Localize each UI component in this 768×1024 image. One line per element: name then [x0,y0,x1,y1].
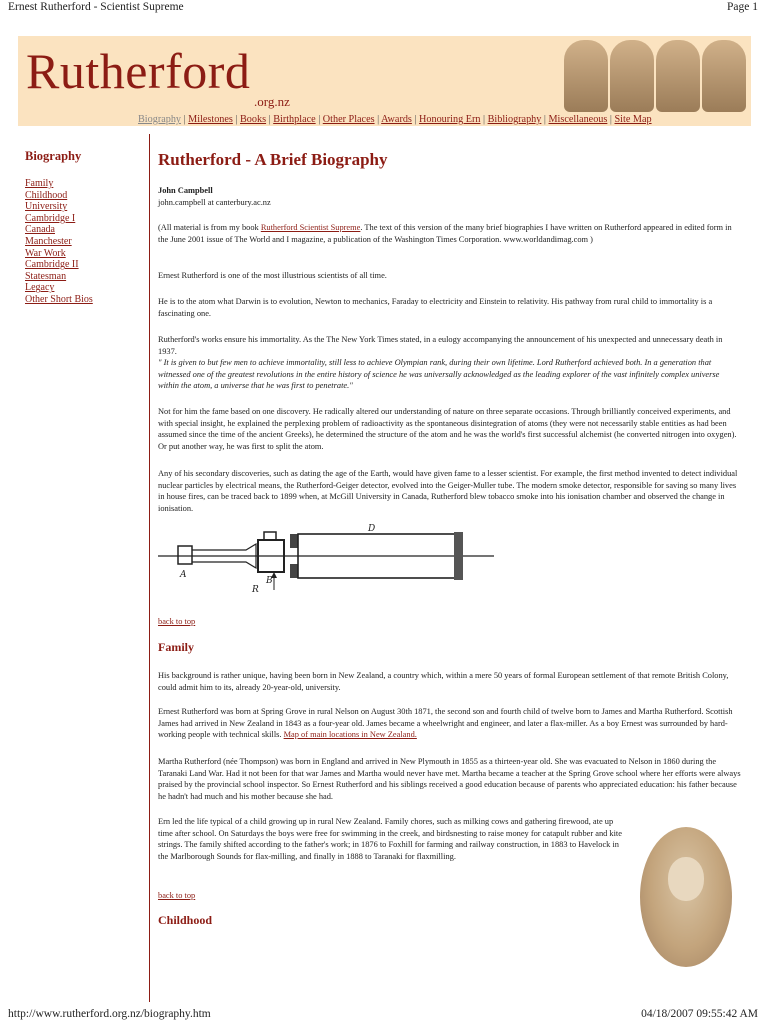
paragraph: His background is rather unique, having been born in New Zealand, a country which, within a mere 50 years of formal European settlement of that remote British Colony, could admit him to its, already 20-year-old, university. [158,671,729,692]
sidebar-heading: Biography [25,149,82,163]
back-to-top-link[interactable]: back to top [158,617,196,626]
portrait-image [564,40,608,112]
column-divider [149,134,150,1002]
sidebar-item-legacy[interactable]: Legacy [25,282,55,294]
diagram-cap [264,532,276,540]
topnav-miscellaneous[interactable]: Miscellaneous [548,114,608,125]
sidebar-item-manchester[interactable]: Manchester [25,235,72,247]
site-logo-domain: .org.nz [254,94,290,109]
print-url: http://www.rutherford.org.nz/biography.htm [8,1008,211,1020]
site-logo[interactable]: Rutherford [26,43,251,99]
sidebar-item-university[interactable]: University [25,201,68,213]
diagram-label-d: D [368,524,376,534]
sidebar-item-family[interactable]: Family [25,178,54,189]
sidebar-item-statesman[interactable]: Statesman [25,270,67,282]
sidebar [25,149,135,306]
paragraph: Ernest Rutherford is one of the most illustrious scientists of all time. [158,271,387,280]
paragraph [158,706,742,741]
diagram-label-b: B [266,576,273,586]
section-heading-childhood: Childhood [158,913,213,927]
diagram-valve-a [178,546,192,564]
topnav-awards[interactable]: Awards [381,114,412,125]
sidebar-item-other-short-bios[interactable]: Other Short Bios [25,293,93,305]
print-timestamp: 04/18/2007 09:55:42 AM [641,1008,758,1020]
family-text: Ernest Rutherford was born at Spring Grove in rural Nelson on August 30th 1871, the second son and fourth child of twelve born to James and Martha Rutherford. Scottish James had arrived in New Zealand in 1843 as a four-year old. James became a wheelwright and engineer, and later a flax-miller. As a boy Ernest was surrounded by hard-working people with technical skills. [158,707,733,740]
book-link[interactable]: Rutherford Scientist Supreme [260,223,361,232]
topnav-books[interactable]: Books [240,114,267,125]
sidebar-item-cambridge-2[interactable]: Cambridge II [25,259,79,271]
intro-text: (All material is from my book [158,223,261,232]
site-banner [18,36,751,126]
print-title: Ernest Rutherford - Scientist Supreme [8,1,184,13]
back-to-top-link[interactable]: back to top [158,891,196,900]
paragraph: Rutherford's works ensure his immortality. As the The New York Times stated, in a eulogy accompanying the announcement of his unexpected and unnecessary death in 1937. [158,335,723,356]
print-page-number: Page 1 [727,1,758,13]
portrait-face [668,857,704,901]
author-block [158,185,742,208]
sidebar-item-canada[interactable]: Canada [25,224,55,236]
paragraph: He is to the atom what Darwin is to evolution, Newton to mechanics, Faraday to electricity and Einstein to relativity. His pathway from rural child to immortality is a fascinating one. [158,297,713,318]
diagram-label-a: A [180,570,187,580]
topnav-honouring-ern[interactable]: Honouring Ern [419,114,481,125]
topnav-milestones[interactable]: Milestones [188,114,233,125]
paragraph: Not for him the fame based on one discovery. He radically altered our understanding of nature on three separate occasions. Through brilliantly conceived experiments, and with special insight, he explained the perplexing problem of radioactivity as the spontaneous disintegration of atoms (they were not necessarily stable entities as had been assumed since the time of the ancient Greeks), he determined the structure of the atom and he was the world's first successful alchemist (he converted nitrogen into oxygen). Or put another way, he was first to split the atom. [158,407,737,451]
paragraph: Any of his secondary discoveries, such as dating the age of the Earth, would have given fame to a lesser scientist. For example, the first method invented to detect individual nuclear particles by electrical means, the Rutherford-Geiger detector, evolved into the Geiger-Muller tube. The modern smoke detector, responsible for saving so many lives in house fires, can be traced back to 1899 when, at McGill University in Canada, Rutherford blew tobacco smoke into his ionisation chamber and observed the change in ionisation. [158,469,738,513]
diagram-plug-top [290,534,298,548]
sidebar-item-childhood[interactable]: Childhood [25,189,68,201]
paragraph: Ern led the life typical of a child growing up in rural New Zealand. Family chores, such as milking cows and gathering firewood, ate up time after school. On Saturdays the boys were free for swimming in the creek, and birdsnesting to raise money for catapult rubber and kite strings. The family shifted according to the father's work; in 1876 to Foxhill for farming and railway construction, in 1883 to Havelock in the Marlborough Sounds for flax-milling, and finally in 1888 to Taranaki for flaxmilling. [158,817,622,861]
section-heading-family: Family [158,640,194,654]
child-portrait-image [640,827,732,967]
portrait-image [656,40,700,112]
topnav-site-map[interactable]: Site Map [614,114,652,125]
diagram-end-cap [454,532,463,580]
header-portraits [558,36,751,116]
portrait-image [610,40,654,112]
geiger-detector-diagram [158,520,498,595]
print-header [0,0,768,16]
topnav-bibliography[interactable]: Bibliography [487,114,542,125]
sidebar-item-war-work[interactable]: War Work [25,247,66,259]
topnav-birthplace[interactable]: Birthplace [273,114,316,125]
top-nav: Biography | Milestones | Books | Birthplace | Other Places | Awards | Honouring Ern | Bibliography | Miscellaneous | Site Map [138,114,652,125]
topnav-other-places[interactable]: Other Places [322,114,375,125]
intro-paragraph [158,222,742,245]
author-name: John Campbell [158,186,213,195]
diagram-plug-bottom [290,564,298,578]
nyt-quote: " It is given to but few men to achieve immortality, still less to achieve Olympian rank, during their own lifetime. Lord Rutherford achieved both. In a generation that witnessed one of the greatest revolutions in the entire history of science he was universally acknowledged as the leading explorer of the vast infinitely complex universe within the atom, a universe that he was first to penetrate." [158,358,720,391]
map-link[interactable]: Map of main locations in New Zealand. [283,730,417,740]
paragraph: Martha Rutherford (née Thompson) was born in England and arrived in New Plymouth in 1855 as a thirteen-year old. She was evacuated to Nelson in 1860 during the Taranaki Land War. Had it not been for that war James and Martha would never have met. Martha became a teacher at the Spring Grove school where her efforts were always praised by the provincial school inspector. So Ernest Rutherford and his siblings received a good education because of parents who appreciated education: his father because he hadn't had much and his mother because she had. [158,757,741,801]
portrait-image [702,40,746,112]
sidebar-item-cambridge-1[interactable]: Cambridge I [25,212,76,224]
topnav-biography[interactable]: Biography [138,114,182,125]
diagram-label-r: R [252,585,259,595]
page-title: Rutherford - A Brief Biography [158,150,388,169]
intro-text-end: . The text of this version of the many brief biographies I have written on Rutherford appeared in edited form in the June 2001 issue of The World and I magazine, a publication of the Washington Times Corporation. www.worldandimag.com ) [158,223,732,244]
author-email: john.campbell at canterbury.ac.nz [158,197,271,207]
